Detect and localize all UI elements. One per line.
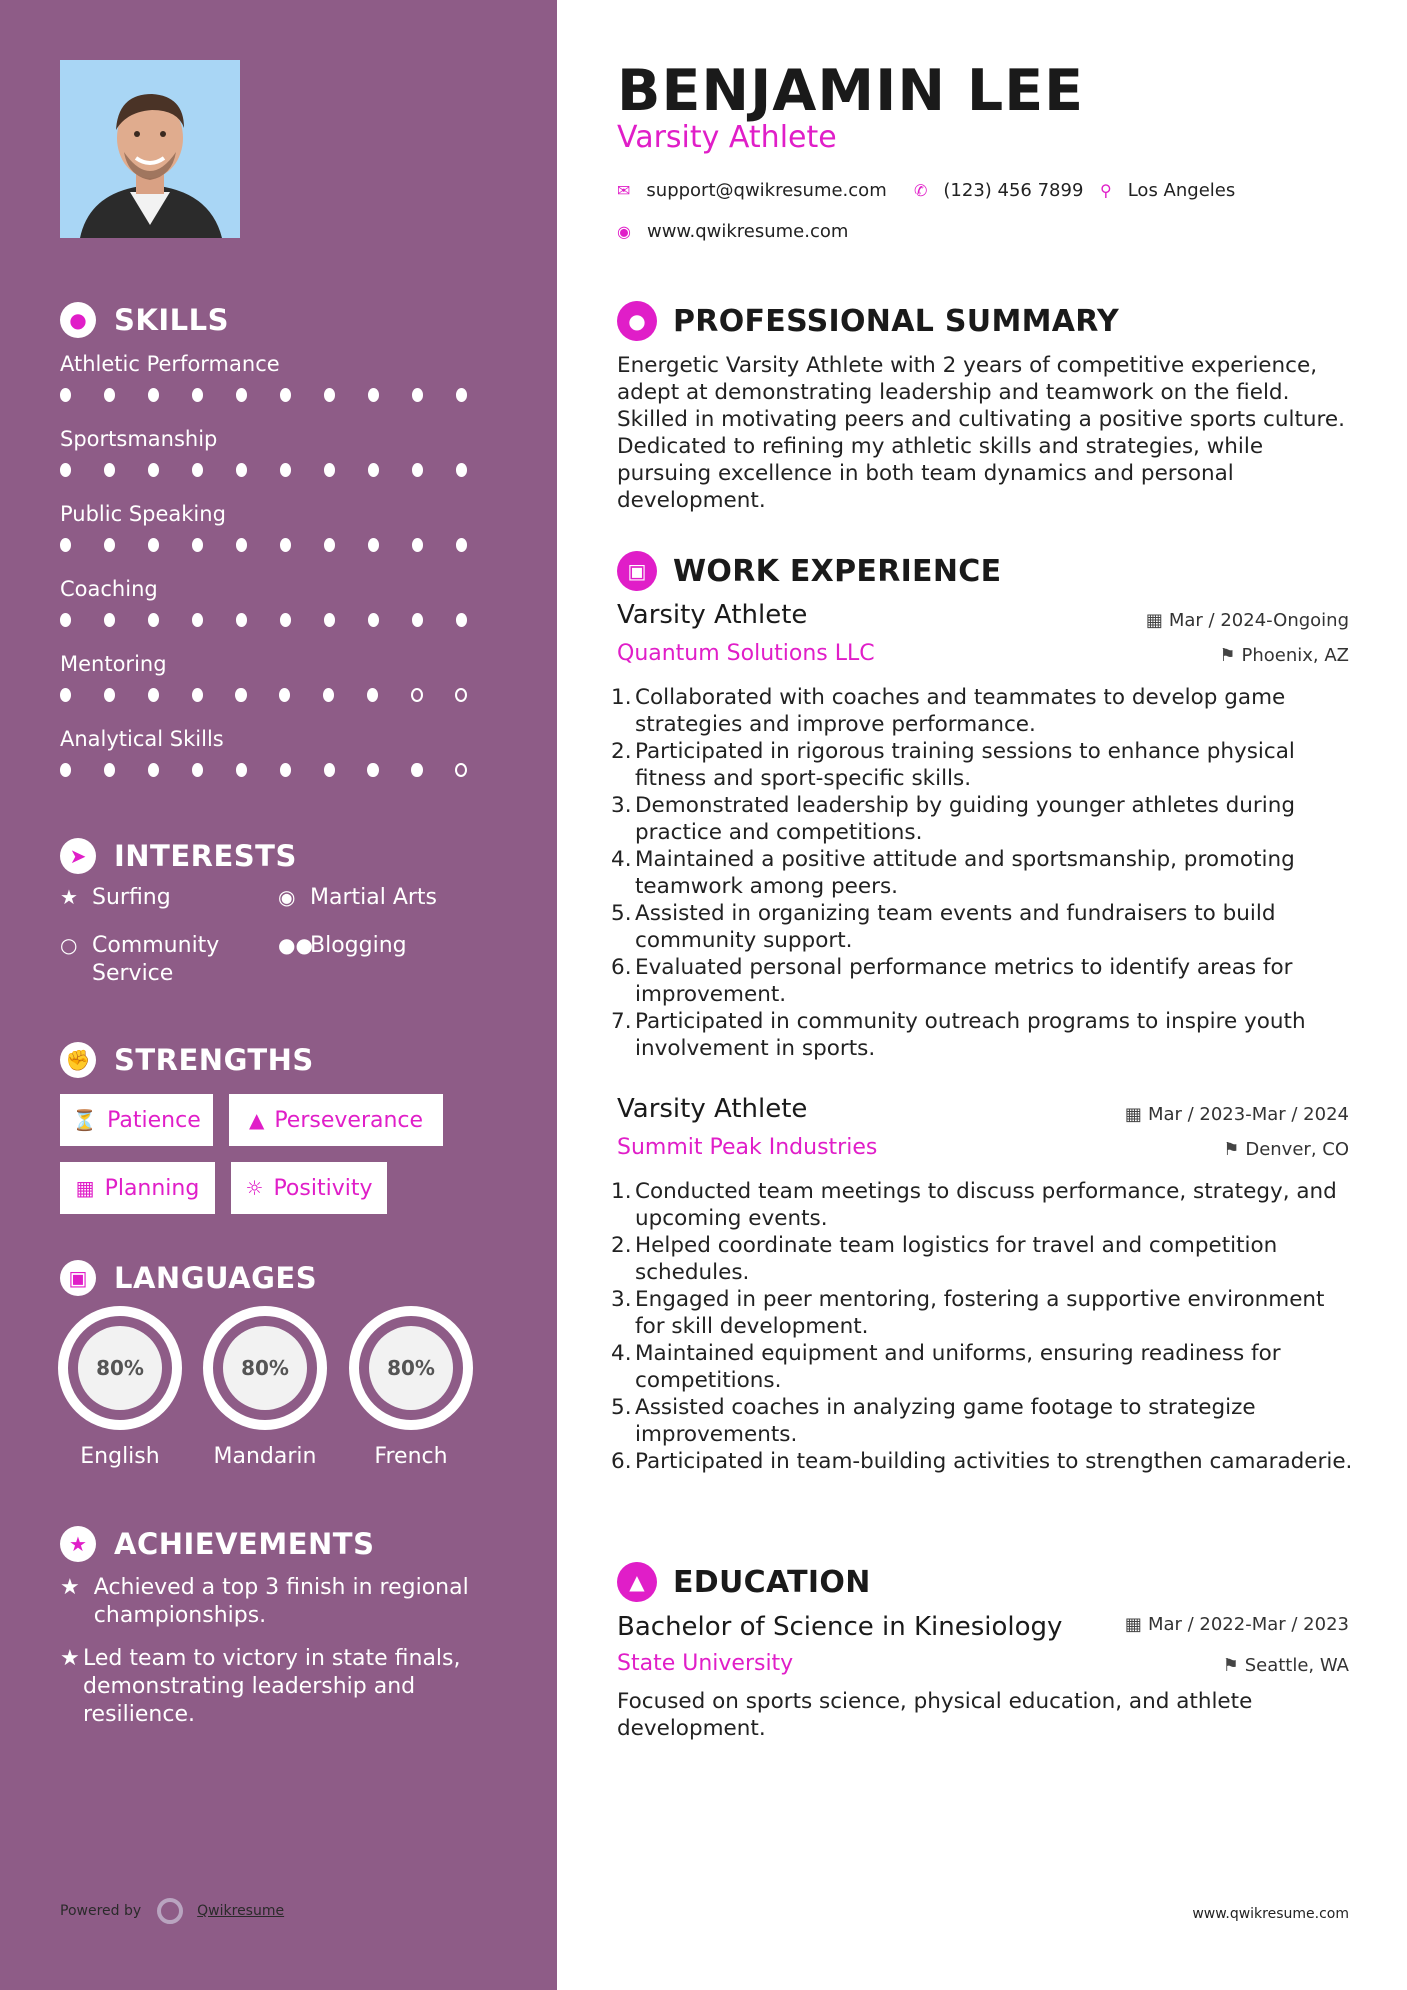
interest-label: Blogging [310, 933, 407, 958]
rating-dot-filled [60, 688, 71, 702]
education-dates-text: Mar / 2022-Mar / 2023 [1147, 1614, 1349, 1635]
job-location [1223, 1139, 1349, 1160]
stars-icon: ★ [60, 1646, 80, 1671]
rating-dot-filled [280, 763, 291, 777]
user-icon: ● [617, 301, 657, 341]
users-icon: ●● [278, 933, 313, 957]
skill-item [60, 652, 500, 702]
education-title: EDUCATION [673, 1564, 871, 1600]
rating-dot-filled [412, 538, 423, 552]
interest-label: Community Service [92, 933, 220, 986]
profile-photo [60, 60, 240, 238]
rating-dot-filled [104, 538, 115, 552]
sidebar [0, 0, 557, 1990]
rating-dot-empty [411, 688, 423, 702]
skills-title: SKILLS [114, 303, 229, 337]
rating-dot-filled [192, 688, 203, 702]
rating-dot-filled [456, 538, 467, 552]
bullet-number: 5 . [611, 1394, 629, 1448]
calendar-icon: ▦ [1124, 1614, 1142, 1635]
achievement-item [60, 1574, 510, 1630]
rating-dot-filled [279, 688, 290, 702]
rating-dot-filled [104, 388, 115, 402]
briefcase-icon: ▣ [617, 551, 657, 591]
rating-dot-filled [236, 763, 247, 777]
hand-icon: ○ [60, 933, 78, 957]
rating-dot-filled [192, 388, 203, 402]
bullet-number: 5 . [611, 900, 629, 954]
achievement-item [60, 1645, 510, 1729]
strength-label: Perseverance [274, 1107, 424, 1133]
envelope-icon: ✉ [617, 181, 631, 200]
job-bullet [611, 954, 1357, 1008]
interests-heading [60, 838, 297, 874]
qwikresume-link[interactable]: Qwikresume [197, 1903, 285, 1919]
rating-dot-filled [236, 538, 247, 552]
skill-name: Sportsmanship [60, 427, 218, 451]
strength-tag [60, 1162, 215, 1214]
skill-rating [60, 688, 500, 702]
education-location [1223, 1655, 1349, 1676]
rating-dot-filled [324, 538, 335, 552]
job-company: Summit Peak Industries [617, 1135, 878, 1160]
job-bullet [611, 1448, 1357, 1475]
summary-heading [617, 301, 1119, 341]
rating-dot-filled [324, 463, 335, 477]
job-bullet [611, 1232, 1357, 1286]
strength-tag [60, 1094, 213, 1146]
pin-icon: ⚑ [1223, 1139, 1240, 1160]
stars-icon: ★ [60, 1575, 80, 1600]
footer-url[interactable]: www.qwikresume.com [1192, 1906, 1349, 1922]
rating-dot-filled [412, 388, 423, 402]
job-company: Quantum Solutions LLC [617, 641, 875, 666]
rating-dot-filled [104, 463, 115, 477]
skill-rating [60, 538, 500, 552]
bullet-text: Participated in team-building activities to strengthen camaraderie. [635, 1449, 1353, 1474]
rating-dot-filled [412, 613, 423, 627]
bullet-text: Assisted coaches in analyzing game footage to strategize improvements. [635, 1395, 1256, 1447]
language-percent: 80% [369, 1326, 453, 1410]
rating-dot-filled [60, 613, 71, 627]
rating-dot-filled [323, 688, 334, 702]
job-bullet [611, 1394, 1357, 1448]
skill-rating [60, 613, 500, 627]
job-bullet [611, 1008, 1357, 1062]
bullet-text: Assisted in organizing team events and fundraisers to build community support. [635, 901, 1276, 953]
rating-dot-filled [280, 538, 291, 552]
rating-dot-filled [368, 463, 379, 477]
language-ring [58, 1306, 182, 1430]
rating-dot-filled [236, 388, 247, 402]
rating-dot-filled [412, 463, 423, 477]
fist-icon: ✊ [60, 1042, 96, 1078]
interest-label: Martial Arts [310, 885, 438, 910]
bullet-text: Maintained a positive attitude and sportsmanship, promoting teamwork among peers. [635, 847, 1295, 899]
strength-label: Positivity [273, 1175, 373, 1201]
calendar-icon: ▦ [75, 1176, 95, 1200]
rating-dot-filled [236, 613, 247, 627]
job-bullet [611, 792, 1357, 846]
bullet-number: 1 . [611, 1178, 629, 1232]
bullet-number: 3 . [611, 1286, 629, 1340]
graduation-cap-icon: ▲ [617, 1562, 657, 1602]
skill-rating [60, 388, 500, 402]
rating-dot-filled [148, 763, 159, 777]
rating-dot-filled [60, 388, 71, 402]
bullet-text: Collaborated with coaches and teammates to develop game strategies and improve performance. [635, 685, 1286, 737]
job-dates [1146, 610, 1349, 631]
rating-dot-filled [148, 688, 159, 702]
strengths-title: STRENGTHS [114, 1043, 314, 1077]
language-percent: 80% [78, 1326, 162, 1410]
rating-dot-filled [280, 388, 291, 402]
website-text: www.qwikresume.com [646, 221, 849, 242]
strengths-heading [60, 1042, 314, 1078]
star-badge-icon: ★ [60, 1526, 96, 1562]
education-degree: Bachelor of Science in Kinesiology [617, 1612, 1063, 1642]
strength-tag [231, 1162, 387, 1214]
interest-item [60, 932, 242, 988]
rating-dot-filled [148, 613, 159, 627]
rating-dot-filled [235, 688, 246, 702]
sun-icon: ☼ [245, 1176, 264, 1200]
rating-dot-filled [192, 763, 203, 777]
skill-item [60, 727, 500, 777]
job-bullet [611, 684, 1357, 738]
rating-dot-empty [455, 763, 467, 777]
contact-email[interactable] [617, 180, 887, 201]
education-location-text: Seattle, WA [1244, 1655, 1349, 1676]
job-dates-text: Mar / 2023-Mar / 2024 [1147, 1104, 1349, 1125]
phone-icon: ✆ [914, 181, 928, 200]
skill-name: Athletic Performance [60, 352, 280, 376]
job-dates [1125, 1104, 1349, 1125]
job-bullet [611, 1286, 1357, 1340]
rating-dot-filled [104, 763, 115, 777]
skill-name: Public Speaking [60, 502, 226, 526]
powered-by-text: Powered by [60, 1903, 142, 1919]
rating-dot-filled [192, 613, 203, 627]
location-text: Los Angeles [1127, 180, 1236, 201]
rating-dot-filled [456, 463, 467, 477]
rating-dot-filled [368, 613, 379, 627]
qwikresume-logo-icon [157, 1898, 183, 1924]
bullet-number: 6 . [611, 1448, 629, 1475]
rating-dot-filled [324, 763, 335, 777]
interests-title: INTERESTS [114, 839, 297, 873]
job-location-text: Denver, CO [1245, 1139, 1349, 1160]
education-dates [1125, 1614, 1349, 1635]
bullet-text: Evaluated personal performance metrics to identify areas for improvement. [635, 955, 1293, 1007]
strength-label: Planning [104, 1175, 200, 1201]
skill-name: Analytical Skills [60, 727, 224, 751]
contact-location [1100, 180, 1235, 201]
bullet-text: Participated in community outreach programs to inspire youth involvement in sports. [635, 1009, 1306, 1061]
rating-dot-filled [148, 463, 159, 477]
language-percent: 80% [223, 1326, 307, 1410]
bullet-number: 2 . [611, 1232, 629, 1286]
summary-text: Energetic Varsity Athlete with 2 years of competitive experience, adept at demonstrating leadership and teamwork on the field. Skilled in motivating peers and cultivating a positive sports culture. Dedicated to refining my athletic skills and strategies, while pursuing excellence in both team dynamics and personal development. [617, 353, 1345, 513]
calendar-icon: ▦ [1145, 610, 1163, 631]
job-title: Varsity Athlete [617, 1094, 808, 1124]
rating-dot-filled [324, 613, 335, 627]
experience-title: WORK EXPERIENCE [673, 553, 1002, 589]
person-avatar-icon [60, 60, 240, 238]
rating-dot-filled [104, 613, 115, 627]
language-name: English [80, 1444, 160, 1469]
language-icon: ▣ [60, 1260, 96, 1296]
skills-heading [60, 302, 229, 338]
map-pin-icon: ⚲ [1100, 181, 1112, 200]
job-bullet [611, 900, 1357, 954]
rating-dot-filled [324, 388, 335, 402]
powered-by [60, 1898, 284, 1924]
globe-icon: ◉ [278, 885, 296, 909]
calendar-icon: ▦ [1124, 1104, 1142, 1125]
achievement-text: Achieved a top 3 finish in regional championships. [93, 1575, 469, 1628]
education-description: Focused on sports science, physical education, and athlete development. [617, 1689, 1253, 1741]
hourglass-icon: ⏳ [72, 1108, 98, 1132]
skill-name: Mentoring [60, 652, 167, 676]
rating-dot-filled [60, 538, 71, 552]
skill-rating [60, 763, 500, 777]
bullet-text: Engaged in peer mentoring, fostering a supportive environment for skill development. [635, 1287, 1325, 1339]
bullet-text: Helped coordinate team logistics for travel and competition schedules. [635, 1233, 1278, 1285]
star-icon: ★ [60, 885, 78, 909]
road-icon: ▲ [248, 1108, 265, 1132]
education-school: State University [617, 1651, 794, 1676]
contact-phone[interactable] [914, 180, 1083, 201]
job-bullet [611, 846, 1357, 900]
skill-item [60, 427, 500, 477]
rating-dot-filled [236, 463, 247, 477]
languages-heading [60, 1260, 317, 1296]
experience-heading [617, 551, 1001, 591]
bullet-number: 2 . [611, 738, 629, 792]
strength-tag [229, 1094, 443, 1146]
rating-dot-filled [368, 538, 379, 552]
job-location-text: Phoenix, AZ [1241, 645, 1349, 666]
job-bullet [611, 1178, 1357, 1232]
contact-website[interactable] [617, 221, 848, 242]
job-bullet [611, 1340, 1357, 1394]
bullet-number: 6 . [611, 954, 629, 1008]
bullet-text: Participated in rigorous training sessions to enhance physical fitness and sport-specific skills. [635, 739, 1295, 791]
skill-item [60, 352, 500, 402]
interest-item [60, 884, 242, 912]
language-ring [203, 1306, 327, 1430]
skill-item [60, 502, 500, 552]
bullet-number: 4 . [611, 1340, 629, 1394]
bullet-text: Demonstrated leadership by guiding younger athletes during practice and competitions. [635, 793, 1296, 845]
rating-dot-filled [280, 463, 291, 477]
job-dates-text: Mar / 2024-Ongoing [1168, 610, 1349, 631]
job-bullet [611, 738, 1357, 792]
job-bullets [611, 1178, 1357, 1475]
bullet-number: 7 . [611, 1008, 629, 1062]
bullet-text: Conducted team meetings to discuss performance, strategy, and upcoming events. [635, 1179, 1337, 1231]
rating-dot-filled [104, 688, 115, 702]
interest-label: Surfing [92, 885, 171, 910]
achievement-text: Led team to victory in state finals, demonstrating leadership and resilience. [83, 1646, 461, 1727]
skill-rating [60, 463, 500, 477]
rating-dot-filled [148, 388, 159, 402]
candidate-name: BENJAMIN LEE [617, 58, 1085, 124]
rating-dot-filled [456, 613, 467, 627]
interest-item [278, 884, 460, 912]
rating-dot-empty [455, 688, 467, 702]
rating-dot-filled [280, 613, 291, 627]
education-heading [617, 1562, 871, 1602]
bullet-number: 4 . [611, 846, 629, 900]
bullet-text: Maintained equipment and uniforms, ensuring readiness for competitions. [635, 1341, 1281, 1393]
language-item [349, 1306, 473, 1469]
summary-title: PROFESSIONAL SUMMARY [673, 303, 1120, 339]
pin-icon: ⚑ [1222, 1655, 1239, 1676]
achievements-title: ACHIEVEMENTS [114, 1527, 375, 1561]
pin-icon: ⚑ [1219, 645, 1236, 666]
language-name: French [374, 1444, 448, 1469]
language-ring [349, 1306, 473, 1430]
rating-dot-filled [367, 688, 378, 702]
candidate-role: Varsity Athlete [617, 120, 837, 155]
bullet-number: 1 . [611, 684, 629, 738]
language-name: Mandarin [213, 1444, 317, 1469]
rating-dot-filled [192, 538, 203, 552]
bullet-number: 3 . [611, 792, 629, 846]
interest-item [278, 932, 460, 960]
rating-dot-filled [456, 388, 467, 402]
rating-dot-filled [192, 463, 203, 477]
achievements-heading [60, 1526, 374, 1562]
rating-dot-filled [60, 463, 71, 477]
rating-dot-filled [368, 388, 379, 402]
language-item [58, 1306, 182, 1469]
job-location [1219, 645, 1349, 666]
globe-icon: ◉ [617, 222, 631, 241]
job-bullets [611, 684, 1357, 1062]
skill-item [60, 577, 500, 627]
skill-name: Coaching [60, 577, 158, 601]
language-item [203, 1306, 327, 1469]
email-text: support@qwikresume.com [646, 180, 887, 201]
rating-dot-filled [60, 763, 71, 777]
languages-title: LANGUAGES [114, 1261, 318, 1295]
lightbulb-icon: ● [60, 302, 96, 338]
rating-dot-filled [367, 763, 378, 777]
phone-text: (123) 456 7899 [943, 180, 1084, 201]
job-title: Varsity Athlete [617, 600, 808, 630]
rating-dot-filled [411, 763, 422, 777]
rating-dot-filled [148, 538, 159, 552]
strength-label: Patience [107, 1107, 201, 1133]
paper-plane-icon: ➤ [60, 838, 96, 874]
